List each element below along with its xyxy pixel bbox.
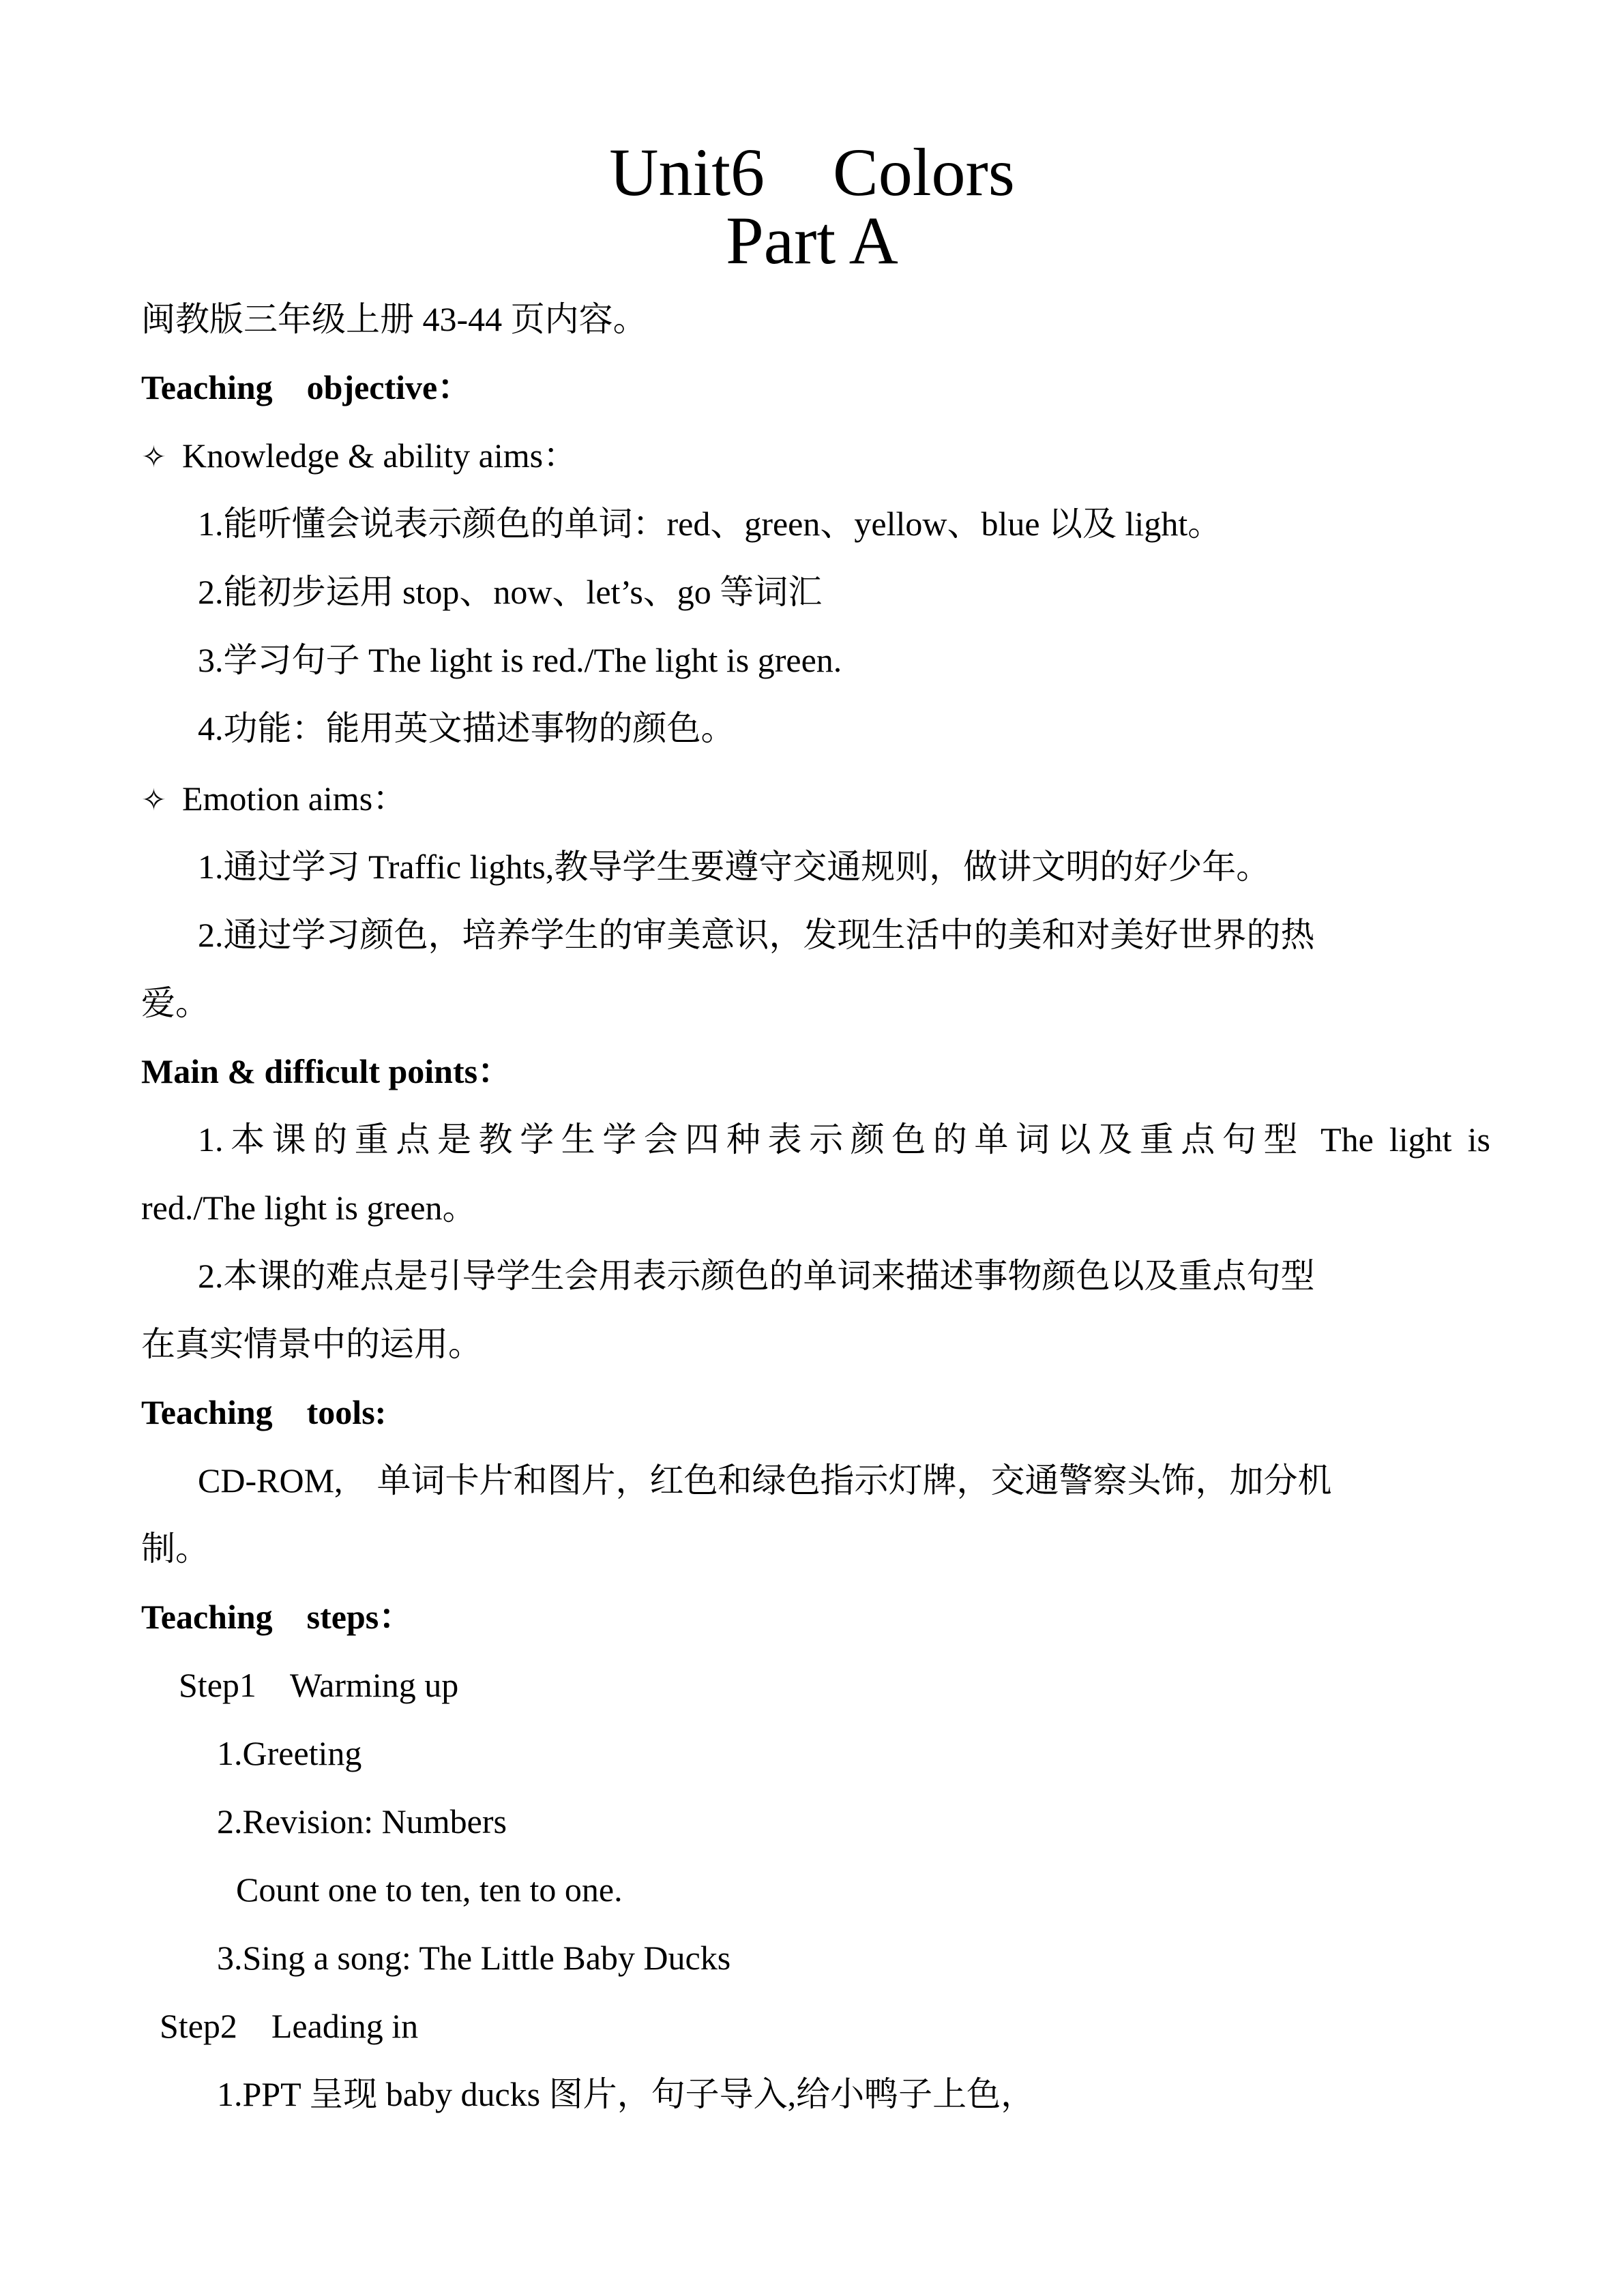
steps-heading: Teaching steps： — [141, 1598, 413, 1636]
main-points-heading: Main & difficult points： — [141, 1052, 512, 1090]
star-bullet-icon: ✧ — [141, 441, 166, 474]
difficult-point-item-continued: 在真实情景中的运用。 — [141, 1325, 482, 1363]
intro-text: 闽教版三年级上册 43-44 页内容。 — [141, 300, 647, 338]
tools-heading: Teaching tools: — [141, 1393, 387, 1431]
objective-heading: Teaching objective： — [141, 368, 472, 406]
main-point-item-continued: red./The light is green。 — [141, 1189, 477, 1227]
knowledge-aims-bullet — [141, 435, 577, 478]
tools-item-continued: 制。 — [141, 1530, 209, 1568]
step1-title: Step1 Warming up — [179, 1666, 459, 1704]
tools-item: CD-ROM, 单词卡片和图片，红色和绿色指示灯牌，交通警察头饰，加分机 — [198, 1461, 1332, 1500]
star-bullet-icon: ✧ — [141, 784, 166, 817]
emotion-aims-heading: Emotion aims： — [182, 779, 407, 818]
step1-item: 3.Sing a song: The Little Baby Ducks — [217, 1939, 731, 1977]
step2-item: 1.PPT 呈现 baby ducks 图片，句子导入,给小鸭子上色， — [217, 2075, 1035, 2113]
emotion-item: 2.通过学习颜色，培养学生的审美意识，发现生活中的美和对美好世界的热 — [198, 916, 1315, 954]
emotion-aims-bullet — [141, 778, 407, 821]
knowledge-item: 2.能初步运用 stop、now、let’s、go 等词汇 — [198, 573, 823, 611]
knowledge-aims-heading: Knowledge & ability aims： — [182, 436, 578, 475]
difficult-point-item: 2.本课的难点是引导学生会用表示颜色的单词来描述事物颜色以及重点句型 — [198, 1257, 1315, 1295]
emotion-item: 1.通过学习 Traffic lights,教导学生要遵守交通规则，做讲文明的好少年。 — [198, 848, 1271, 886]
document-subtitle: Part A — [726, 203, 898, 278]
knowledge-item: 3.学习句子 The light is red./The light is green. — [198, 641, 842, 679]
document-title: Unit6 Colors — [609, 134, 1015, 210]
emotion-item-continued: 爱。 — [141, 984, 209, 1022]
step2-title: Step2 Leading in — [160, 2007, 419, 2045]
step1-item: 2.Revision: Numbers — [217, 1802, 507, 1840]
main-point-item: 1.本课的重点是教学生学会四种表示颜色的单词以及重点句型 The light is — [198, 1120, 1490, 1159]
step1-item-detail: Count one to ten, ten to one. — [236, 1870, 623, 1909]
knowledge-item: 1.能听懂会说表示颜色的单词：red、green、yellow、blue 以及 light。 — [198, 505, 1222, 543]
knowledge-item: 4.功能：能用英文描述事物的颜色。 — [198, 709, 735, 747]
step1-item: 1.Greeting — [217, 1734, 362, 1772]
